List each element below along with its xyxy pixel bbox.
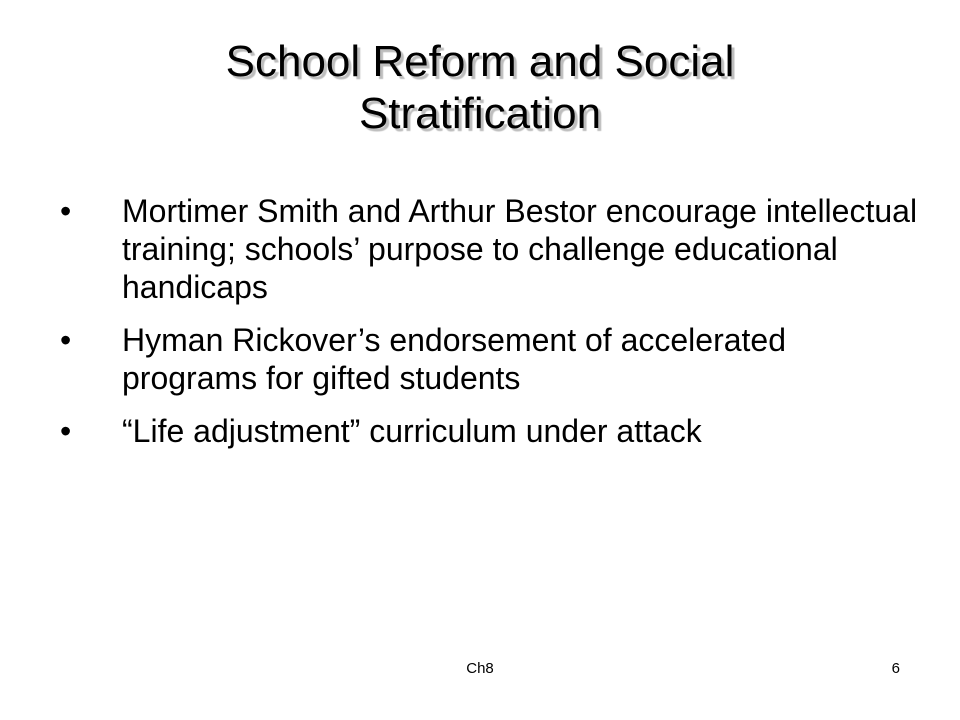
bullet-text: Hyman Rickover’s endorsement of accelerated programs for gifted students <box>122 322 787 396</box>
slide-title-line-2: Stratification <box>358 89 602 138</box>
footer-chapter-label: Ch8 <box>466 660 494 677</box>
slide-title-line-1: School Reform and Social <box>225 37 735 86</box>
bullet-glyph: • <box>60 413 72 449</box>
bullet-text: Mortimer Smith and Arthur Bestor encourage intellectual training; schools’ purpose to challenge educational handicaps <box>122 193 918 305</box>
bullet-list <box>60 192 920 465</box>
bullet-item <box>60 321 920 397</box>
slide-title <box>80 36 880 140</box>
bullet-item <box>60 192 920 306</box>
bullet-text: “Life adjustment” curriculum under attack <box>122 413 702 449</box>
bullet-glyph: • <box>60 193 72 229</box>
bullet-glyph: • <box>60 322 72 358</box>
footer-page-number: 6 <box>891 660 900 677</box>
bullet-item <box>60 412 920 450</box>
